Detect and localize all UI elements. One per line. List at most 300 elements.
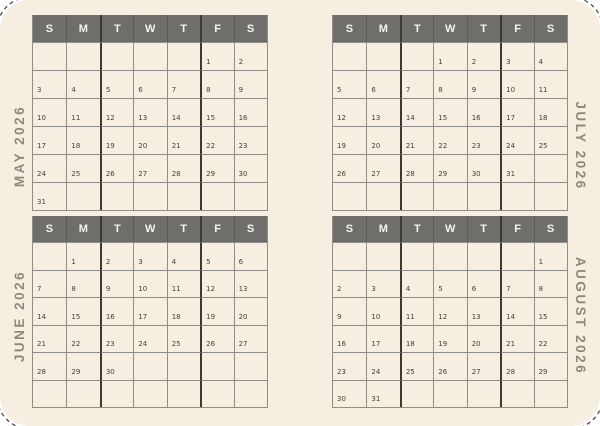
- weekday-header: W: [133, 15, 166, 42]
- day-cell: [33, 242, 66, 270]
- day-number: 5: [206, 257, 211, 266]
- day-number: 16: [238, 114, 248, 122]
- day-number: 14: [506, 312, 516, 321]
- day-cell: [534, 242, 567, 270]
- day-number: 15: [438, 114, 448, 122]
- day-cell: [66, 154, 99, 182]
- day-cell: [333, 352, 366, 380]
- day-cell: [400, 242, 433, 270]
- day-number: 27: [138, 170, 148, 178]
- day-number: 17: [371, 340, 381, 348]
- day-number: 25: [405, 367, 415, 376]
- day-number: 11: [538, 86, 548, 94]
- day-cell: [133, 297, 166, 325]
- day-number: 5: [438, 285, 443, 293]
- day-number: 15: [538, 312, 548, 321]
- day-number: 19: [438, 340, 448, 348]
- day-cell: [333, 325, 366, 353]
- day-number: 23: [238, 142, 248, 150]
- day-number: 30: [105, 367, 115, 376]
- day-number: 11: [405, 312, 415, 321]
- day-number: 1: [206, 58, 211, 66]
- day-cell: [66, 242, 99, 270]
- day-number: 9: [105, 285, 111, 293]
- day-cell: [433, 154, 466, 182]
- day-cell: [66, 270, 99, 298]
- day-cell: [400, 297, 433, 325]
- weekday-header: M: [66, 15, 99, 42]
- day-cell: [200, 325, 233, 353]
- day-cell: [133, 98, 166, 126]
- day-number: 28: [506, 367, 516, 376]
- day-cell: [33, 297, 66, 325]
- day-cell: [66, 126, 99, 154]
- day-cell: [333, 98, 366, 126]
- day-cell: [200, 42, 233, 70]
- day-cell: [167, 42, 200, 70]
- day-number: 28: [171, 170, 181, 178]
- calendar-august-2026: [332, 216, 568, 408]
- day-number: 30: [337, 395, 346, 403]
- day-cell: [100, 242, 133, 270]
- day-cell: [100, 380, 133, 408]
- weekday-header: T: [100, 15, 133, 42]
- calendar-july-2026: [332, 15, 568, 211]
- day-cell: [534, 126, 567, 154]
- day-cell: [433, 297, 466, 325]
- day-number: 30: [238, 170, 248, 178]
- weekday-header: S: [534, 15, 567, 42]
- day-number: 8: [206, 86, 211, 94]
- day-cell: [33, 42, 66, 70]
- day-cell: [133, 352, 166, 380]
- day-number: 19: [337, 142, 346, 150]
- day-number: 25: [171, 340, 181, 348]
- day-cell: [167, 297, 200, 325]
- day-cell: [100, 270, 133, 298]
- day-cell: [167, 242, 200, 270]
- day-cell: [66, 70, 99, 98]
- day-cell: [400, 126, 433, 154]
- day-cell: [333, 70, 366, 98]
- day-cell: [467, 126, 500, 154]
- day-cell: [100, 98, 133, 126]
- day-cell: [366, 270, 399, 298]
- day-number: 10: [506, 86, 516, 94]
- day-cell: [200, 242, 233, 270]
- day-number: 7: [506, 285, 511, 293]
- day-cell: [234, 70, 267, 98]
- month-grid: [333, 242, 567, 407]
- day-number: 22: [71, 340, 81, 348]
- day-number: 8: [438, 86, 443, 94]
- day-cell: [200, 126, 233, 154]
- day-cell: [66, 352, 99, 380]
- day-cell: [133, 242, 166, 270]
- day-cell: [167, 70, 200, 98]
- day-cell: [333, 270, 366, 298]
- day-number: 26: [438, 367, 448, 376]
- day-cell: [133, 42, 166, 70]
- day-number: 12: [105, 114, 115, 122]
- day-cell: [467, 270, 500, 298]
- day-cell: [234, 42, 267, 70]
- day-number: 16: [471, 114, 481, 122]
- month-label-august-2026: AUGUST 2026: [573, 256, 588, 376]
- day-number: 2: [238, 58, 244, 66]
- day-number: 6: [238, 257, 244, 266]
- day-number: 27: [371, 170, 381, 178]
- day-number: 14: [37, 312, 46, 321]
- day-number: 1: [538, 257, 544, 266]
- weekday-header: S: [234, 216, 267, 242]
- day-cell: [333, 154, 366, 182]
- day-number: 6: [371, 86, 376, 94]
- day-number: 24: [371, 367, 381, 376]
- day-cell: [500, 154, 533, 182]
- day-cell: [200, 297, 233, 325]
- day-number: 22: [206, 142, 216, 150]
- day-cell: [133, 182, 166, 210]
- day-number: 8: [538, 285, 544, 293]
- day-number: 27: [238, 340, 248, 348]
- day-cell: [500, 182, 533, 210]
- day-cell: [167, 325, 200, 353]
- weekday-header: M: [366, 216, 399, 242]
- day-cell: [366, 154, 399, 182]
- day-number: 26: [206, 340, 216, 348]
- day-cell: [167, 380, 200, 408]
- day-number: 29: [206, 170, 216, 178]
- day-cell: [133, 270, 166, 298]
- day-number: 9: [471, 86, 477, 94]
- day-cell: [200, 352, 233, 380]
- day-number: 14: [405, 114, 415, 122]
- weekday-header-row: [33, 15, 267, 42]
- month-grid: [33, 242, 267, 407]
- month-grid: [33, 42, 267, 210]
- day-cell: [66, 325, 99, 353]
- day-cell: [534, 352, 567, 380]
- day-cell: [33, 70, 66, 98]
- day-number: 11: [171, 285, 181, 293]
- day-cell: [66, 380, 99, 408]
- day-number: 26: [337, 170, 346, 178]
- day-cell: [400, 98, 433, 126]
- day-cell: [33, 98, 66, 126]
- day-cell: [500, 126, 533, 154]
- day-number: 23: [105, 340, 115, 348]
- corner-dash-arc-top-right: [570, 0, 600, 30]
- weekday-header: S: [345, 223, 354, 235]
- day-number: 21: [405, 142, 415, 150]
- calendar-june-2026: [32, 216, 268, 408]
- day-cell: [366, 98, 399, 126]
- day-number: 18: [71, 142, 81, 150]
- day-number: 12: [337, 114, 346, 122]
- day-number: 23: [337, 367, 346, 376]
- day-number: 13: [371, 114, 381, 122]
- day-cell: [234, 182, 267, 210]
- day-cell: [333, 182, 366, 210]
- weekday-header: F: [500, 15, 533, 42]
- day-cell: [366, 182, 399, 210]
- day-number: 4: [405, 285, 411, 293]
- day-cell: [467, 242, 500, 270]
- day-number: 10: [37, 114, 46, 122]
- day-cell: [534, 270, 567, 298]
- day-cell: [534, 42, 567, 70]
- day-number: 4: [538, 58, 544, 66]
- day-cell: [534, 182, 567, 210]
- day-cell: [467, 325, 500, 353]
- weekday-header: T: [400, 216, 433, 242]
- day-cell: [333, 242, 366, 270]
- weekday-header: M: [366, 15, 399, 42]
- day-cell: [400, 352, 433, 380]
- day-cell: [467, 380, 500, 408]
- day-cell: [433, 182, 466, 210]
- day-cell: [500, 270, 533, 298]
- day-number: 3: [37, 86, 42, 94]
- day-cell: [234, 270, 267, 298]
- weekday-header: T: [467, 15, 500, 42]
- day-cell: [366, 325, 399, 353]
- weekday-header: S: [534, 216, 567, 242]
- day-number: 25: [538, 142, 548, 150]
- day-number: 10: [138, 285, 148, 293]
- day-number: 18: [538, 114, 548, 122]
- day-number: 29: [438, 170, 448, 178]
- day-number: 20: [471, 340, 481, 348]
- day-number: 17: [37, 142, 46, 150]
- day-cell: [433, 98, 466, 126]
- day-cell: [433, 325, 466, 353]
- day-cell: [433, 270, 466, 298]
- day-cell: [100, 297, 133, 325]
- day-cell: [100, 126, 133, 154]
- day-number: 21: [37, 340, 46, 348]
- day-number: 24: [506, 142, 516, 150]
- day-cell: [500, 42, 533, 70]
- day-cell: [133, 70, 166, 98]
- day-number: 3: [506, 58, 511, 66]
- day-number: 27: [471, 367, 481, 376]
- weekday-header: W: [433, 15, 466, 42]
- day-cell: [366, 352, 399, 380]
- day-number: 3: [371, 285, 376, 293]
- day-cell: [534, 98, 567, 126]
- day-cell: [433, 42, 466, 70]
- day-cell: [400, 380, 433, 408]
- day-number: 30: [471, 170, 481, 178]
- day-number: 7: [171, 86, 177, 94]
- day-cell: [133, 325, 166, 353]
- day-cell: [200, 70, 233, 98]
- day-cell: [500, 297, 533, 325]
- day-number: 16: [105, 312, 115, 321]
- day-number: 11: [71, 114, 81, 122]
- month-grid: [333, 42, 567, 210]
- month-label-may-2026: MAY 2026: [12, 104, 27, 188]
- day-cell: [500, 98, 533, 126]
- day-number: 24: [37, 170, 46, 178]
- weekday-header: S: [345, 22, 354, 35]
- day-number: 3: [138, 257, 143, 266]
- day-number: 6: [138, 86, 143, 94]
- day-cell: [500, 70, 533, 98]
- day-cell: [433, 352, 466, 380]
- day-cell: [400, 42, 433, 70]
- day-cell: [400, 270, 433, 298]
- day-cell: [234, 242, 267, 270]
- day-number: 4: [171, 257, 177, 266]
- day-number: 2: [337, 285, 342, 293]
- day-cell: [433, 126, 466, 154]
- day-number: 15: [71, 312, 81, 321]
- day-number: 29: [71, 367, 81, 376]
- day-number: 21: [171, 142, 181, 150]
- day-number: 28: [405, 170, 415, 178]
- weekday-header: T: [400, 15, 433, 42]
- day-number: 31: [37, 198, 46, 206]
- day-cell: [400, 154, 433, 182]
- day-cell: [33, 126, 66, 154]
- weekday-header: F: [200, 15, 233, 42]
- day-cell: [33, 352, 66, 380]
- day-number: 25: [71, 170, 81, 178]
- day-cell: [234, 297, 267, 325]
- day-cell: [100, 42, 133, 70]
- day-cell: [33, 270, 66, 298]
- day-cell: [234, 154, 267, 182]
- day-cell: [366, 242, 399, 270]
- day-number: 31: [506, 170, 516, 178]
- day-cell: [33, 154, 66, 182]
- day-number: 2: [471, 58, 477, 66]
- day-cell: [234, 380, 267, 408]
- day-number: 5: [337, 86, 342, 94]
- day-number: 20: [138, 142, 148, 150]
- day-cell: [467, 352, 500, 380]
- day-number: 4: [71, 86, 76, 94]
- day-cell: [366, 70, 399, 98]
- day-cell: [33, 380, 66, 408]
- day-number: 2: [105, 257, 111, 266]
- day-number: 24: [138, 340, 148, 348]
- day-number: 7: [405, 86, 411, 94]
- day-cell: [167, 182, 200, 210]
- day-number: 20: [238, 312, 248, 321]
- weekday-header: S: [45, 22, 54, 35]
- day-number: 19: [206, 312, 216, 321]
- day-number: 20: [371, 142, 381, 150]
- day-cell: [400, 70, 433, 98]
- weekday-header: F: [500, 216, 533, 242]
- weekday-header: W: [133, 216, 166, 242]
- day-cell: [200, 270, 233, 298]
- weekday-header: S: [234, 15, 267, 42]
- weekday-header: M: [66, 216, 99, 242]
- day-cell: [534, 70, 567, 98]
- weekday-header: S: [45, 223, 54, 235]
- day-number: 21: [506, 340, 516, 348]
- day-cell: [500, 325, 533, 353]
- day-cell: [333, 297, 366, 325]
- day-cell: [467, 42, 500, 70]
- day-number: 19: [105, 142, 115, 150]
- day-cell: [167, 98, 200, 126]
- weekday-header: F: [200, 216, 233, 242]
- day-cell: [66, 297, 99, 325]
- day-number: 18: [405, 340, 415, 348]
- day-cell: [133, 154, 166, 182]
- day-cell: [100, 182, 133, 210]
- day-cell: [100, 70, 133, 98]
- day-cell: [234, 325, 267, 353]
- day-number: 22: [438, 142, 448, 150]
- day-cell: [167, 352, 200, 380]
- day-cell: [534, 325, 567, 353]
- day-cell: [534, 297, 567, 325]
- day-cell: [500, 242, 533, 270]
- day-number: 14: [171, 114, 181, 122]
- day-number: 28: [37, 367, 46, 376]
- day-cell: [467, 70, 500, 98]
- day-number: 1: [71, 257, 76, 266]
- day-number: 7: [37, 285, 42, 293]
- day-number: 13: [138, 114, 148, 122]
- day-cell: [467, 98, 500, 126]
- day-cell: [366, 42, 399, 70]
- day-number: 17: [506, 114, 516, 122]
- day-cell: [467, 297, 500, 325]
- day-number: 13: [471, 312, 481, 321]
- day-number: 31: [371, 395, 381, 403]
- day-number: 13: [238, 285, 248, 293]
- weekday-header-row: [33, 216, 267, 242]
- corner-dash-arc-top-left: [0, 0, 30, 30]
- day-cell: [500, 352, 533, 380]
- day-cell: [433, 70, 466, 98]
- day-number: 12: [206, 285, 216, 293]
- day-number: 8: [71, 285, 76, 293]
- day-cell: [366, 297, 399, 325]
- day-cell: [534, 380, 567, 408]
- day-number: 12: [438, 312, 448, 321]
- day-cell: [534, 154, 567, 182]
- day-cell: [133, 380, 166, 408]
- day-cell: [200, 380, 233, 408]
- month-label-july-2026: JULY 2026: [573, 101, 588, 191]
- day-cell: [200, 154, 233, 182]
- weekday-header: T: [100, 216, 133, 242]
- day-number: 23: [471, 142, 481, 150]
- day-cell: [167, 270, 200, 298]
- day-cell: [100, 352, 133, 380]
- day-number: 15: [206, 114, 216, 122]
- day-number: 18: [171, 312, 181, 321]
- day-cell: [66, 42, 99, 70]
- weekday-header-row: [333, 216, 567, 242]
- day-cell: [167, 154, 200, 182]
- day-cell: [500, 380, 533, 408]
- day-cell: [366, 380, 399, 408]
- weekday-header: W: [433, 216, 466, 242]
- weekday-header: T: [167, 15, 200, 42]
- weekday-header: T: [167, 216, 200, 242]
- day-number: 17: [138, 312, 148, 321]
